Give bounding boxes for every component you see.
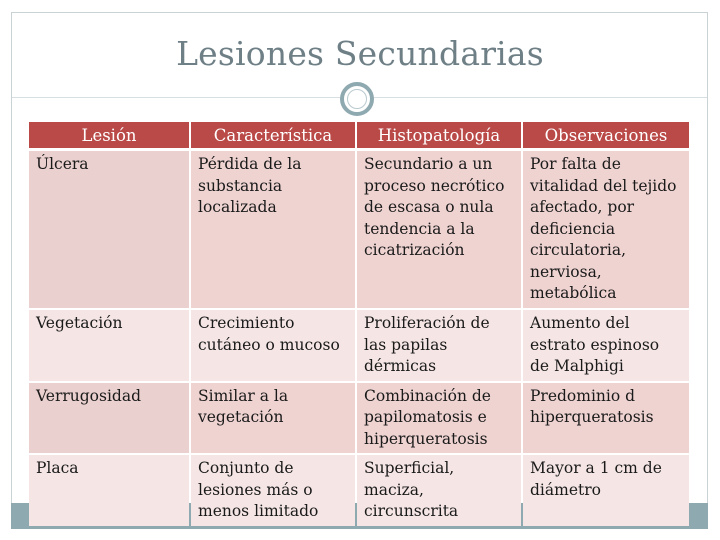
cell-caracteristica: Crecimiento cutáneo o mucoso xyxy=(191,310,355,381)
header-observaciones: Observaciones xyxy=(523,122,689,149)
cell-caracteristica: Similar a la vegetación xyxy=(191,383,355,454)
cell-histopatologia: Combinación de papilomatosis e hiperqueratosis xyxy=(357,383,521,454)
lesions-table xyxy=(27,120,691,528)
cell-caracteristica: Pérdida de la substancia localizada xyxy=(191,151,355,308)
cell-histopatologia: Superficial, maciza, circunscrita xyxy=(357,455,521,526)
header-histopatologia: Histopatología xyxy=(357,122,521,149)
cell-observaciones: Mayor a 1 cm de diámetro xyxy=(523,455,689,526)
cell-histopatologia: Secundario a un proceso necrótico de escasa o nula tendencia a la cicatrización xyxy=(357,151,521,308)
cell-lesion: Verrugosidad xyxy=(29,383,189,454)
cell-observaciones: Predominio d hiperqueratosis xyxy=(523,383,689,454)
cell-lesion: Placa xyxy=(29,455,189,526)
table-row xyxy=(29,455,689,526)
cell-histopatologia: Proliferación de las papilas dérmicas xyxy=(357,310,521,381)
table-header-row xyxy=(29,122,689,149)
ring-ornament-icon xyxy=(340,82,374,116)
cell-lesion: Vegetación xyxy=(29,310,189,381)
table-row xyxy=(29,383,689,454)
cell-lesion: Úlcera xyxy=(29,151,189,308)
header-caracteristica: Característica xyxy=(191,122,355,149)
cell-observaciones: Aumento del estrato espinoso de Malphigi xyxy=(523,310,689,381)
slide-title: Lesiones Secundarias xyxy=(176,34,544,73)
table-row xyxy=(29,151,689,308)
cell-caracteristica: Conjunto de lesiones más o menos limitado xyxy=(191,455,355,526)
cell-observaciones: Por falta de vitalidad del tejido afectado, por deficiencia circulatoria, nerviosa, metabólica xyxy=(523,151,689,308)
table-row xyxy=(29,310,689,381)
header-lesion: Lesión xyxy=(29,122,189,149)
